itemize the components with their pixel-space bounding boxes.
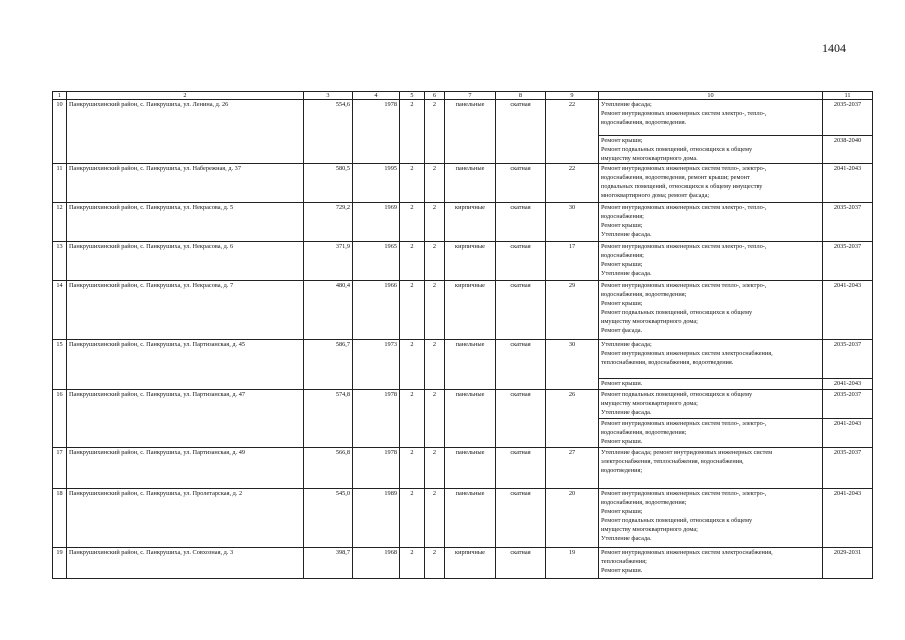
walls-cell: панельные bbox=[445, 340, 496, 390]
floors-cell: 2 bbox=[400, 340, 425, 390]
work-description: Ремонт внутридомовых инженерных систем тепло-, электро-, водоснабжения, водоотведения; Ремонт крыши; Ремонт подвальных помещений, относящихся к общему имуществу многоквартирного дома; Утепление фасада. bbox=[599, 489, 823, 548]
walls-cell: кирпичные bbox=[445, 281, 496, 340]
row-number: 10 bbox=[53, 100, 67, 164]
row-number: 18 bbox=[53, 489, 67, 548]
year-cell: 1978 bbox=[353, 448, 400, 489]
floors-cell: 2 bbox=[400, 100, 425, 164]
year-cell: 1966 bbox=[353, 281, 400, 340]
walls-cell: панельные bbox=[445, 448, 496, 489]
walls-cell: кирпичные bbox=[445, 548, 496, 579]
address-cell: Панкрушихинский район, с. Панкрушиха, ул. Некрасова, д. 6 bbox=[67, 242, 304, 281]
residents-cell: 27 bbox=[546, 448, 599, 489]
work-description: Ремонт внутридомовых инженерных систем тепло-, электро-, водоснабжения, водоотведения, ремонт крыши; ремонт подвальных помещений, относящихся к общему имуществу многоквартирного дома; ремонт фасада; bbox=[599, 164, 823, 203]
col-header: 3 bbox=[304, 92, 353, 100]
work-period: 2041-2043 bbox=[823, 281, 873, 340]
roof-cell: скатная bbox=[496, 489, 546, 548]
row-number: 14 bbox=[53, 281, 67, 340]
address-cell: Панкрушихинский район, с. Панкрушиха, ул. Партизанская, д. 49 bbox=[67, 448, 304, 489]
address-cell: Панкрушихинский район, с. Панкрушиха, ул. Пролетарская, д. 2 bbox=[67, 489, 304, 548]
floors-cell: 2 bbox=[400, 548, 425, 579]
header-row bbox=[53, 92, 873, 100]
row-number: 17 bbox=[53, 448, 67, 489]
table-row bbox=[53, 164, 873, 203]
work-description: Ремонт внутридомовых инженерных систем электро-, тепло-, водоснабжения; Ремонт крыши; Утепление фасада. bbox=[599, 242, 823, 281]
work-description: Ремонт внутридомовых инженерных систем тепло-, электро-, водоснабжения, водоотведения; Ремонт крыши; Ремонт подвальных помещений, относящихся к общему имуществу многоквартирного дома; Ремонт фасада. bbox=[599, 281, 823, 340]
entrances-cell: 2 bbox=[425, 203, 445, 242]
entrances-cell: 2 bbox=[425, 340, 445, 390]
table-row bbox=[53, 548, 873, 579]
work-description: Утепление фасада; Ремонт внутридомовых инженерных систем электро-, тепло-, водоснабжения, водоотведения. bbox=[599, 100, 823, 136]
roof-cell: скатная bbox=[496, 164, 546, 203]
walls-cell: панельные bbox=[445, 100, 496, 164]
address-cell: Панкрушихинский район, с. Панкрушиха, ул. Совхозная, д. 3 bbox=[67, 548, 304, 579]
col-header: 7 bbox=[445, 92, 496, 100]
year-cell: 1978 bbox=[353, 100, 400, 164]
roof-cell: скатная bbox=[496, 448, 546, 489]
residents-cell: 26 bbox=[546, 390, 599, 448]
area-cell: 545,0 bbox=[304, 489, 353, 548]
work-period: 2041-2043 bbox=[823, 489, 873, 548]
page-number: 1404 bbox=[822, 41, 846, 55]
floors-cell: 2 bbox=[400, 390, 425, 448]
residents-cell: 17 bbox=[546, 242, 599, 281]
roof-cell: скатная bbox=[496, 100, 546, 164]
work-period: 2035-2037 bbox=[823, 100, 873, 136]
address-cell: Панкрушихинский район, с. Панкрушиха, ул. Некрасова, д. 7 bbox=[67, 281, 304, 340]
year-cell: 1969 bbox=[353, 203, 400, 242]
col-header: 4 bbox=[353, 92, 400, 100]
table-row bbox=[53, 448, 873, 489]
area-cell: 566,8 bbox=[304, 448, 353, 489]
table-row bbox=[53, 100, 873, 136]
area-cell: 554,6 bbox=[304, 100, 353, 164]
row-number: 16 bbox=[53, 390, 67, 448]
year-cell: 1968 bbox=[353, 548, 400, 579]
row-number: 15 bbox=[53, 340, 67, 390]
walls-cell: кирпичные bbox=[445, 242, 496, 281]
row-number: 11 bbox=[53, 164, 67, 203]
table-row bbox=[53, 390, 873, 419]
residents-cell: 22 bbox=[546, 100, 599, 164]
table-row bbox=[53, 203, 873, 242]
work-description: Утепление фасада; ремонт внутридомовых инженерных систем электроснабжения, теплоснабжения, водоснабжения, водоотведения; bbox=[599, 448, 823, 489]
col-header: 8 bbox=[496, 92, 546, 100]
table-row bbox=[53, 340, 873, 379]
year-cell: 1973 bbox=[353, 340, 400, 390]
row-number: 19 bbox=[53, 548, 67, 579]
area-cell: 580,5 bbox=[304, 164, 353, 203]
roof-cell: скатная bbox=[496, 340, 546, 390]
address-cell: Панкрушихинский район, с. Панкрушиха, ул. Партизанская, д. 47 bbox=[67, 390, 304, 448]
entrances-cell: 2 bbox=[425, 448, 445, 489]
work-period: 2035-2037 bbox=[823, 448, 873, 489]
floors-cell: 2 bbox=[400, 448, 425, 489]
area-cell: 586,7 bbox=[304, 340, 353, 390]
address-cell: Панкрушихинский район, с. Панкрушиха, ул. Набережная, д. 37 bbox=[67, 164, 304, 203]
entrances-cell: 2 bbox=[425, 164, 445, 203]
work-period: 2029-2031 bbox=[823, 548, 873, 579]
work-period: 2035-2037 bbox=[823, 340, 873, 379]
floors-cell: 2 bbox=[400, 203, 425, 242]
work-description: Ремонт крыши. bbox=[599, 379, 823, 390]
residents-cell: 30 bbox=[546, 340, 599, 390]
roof-cell: скатная bbox=[496, 242, 546, 281]
work-period: 2041-2043 bbox=[823, 164, 873, 203]
col-header: 2 bbox=[67, 92, 304, 100]
work-description: Ремонт подвальных помещений, относящихся к общему имуществу многоквартирного дома; Утепление фасада. bbox=[599, 390, 823, 419]
work-period: 2041-2043 bbox=[823, 419, 873, 448]
row-number: 12 bbox=[53, 203, 67, 242]
walls-cell: панельные bbox=[445, 489, 496, 548]
entrances-cell: 2 bbox=[425, 281, 445, 340]
residents-cell: 20 bbox=[546, 489, 599, 548]
housing-register-table bbox=[52, 91, 873, 579]
entrances-cell: 2 bbox=[425, 548, 445, 579]
walls-cell: кирпичные bbox=[445, 203, 496, 242]
address-cell: Панкрушихинский район, с. Панкрушиха, ул. Партизанская, д. 45 bbox=[67, 340, 304, 390]
address-cell: Панкрушихинский район, с. Панкрушиха, ул. Некрасова, д. 5 bbox=[67, 203, 304, 242]
entrances-cell: 2 bbox=[425, 100, 445, 164]
area-cell: 480,4 bbox=[304, 281, 353, 340]
area-cell: 729,2 bbox=[304, 203, 353, 242]
walls-cell: панельные bbox=[445, 164, 496, 203]
year-cell: 1989 bbox=[353, 489, 400, 548]
table-row bbox=[53, 489, 873, 548]
residents-cell: 19 bbox=[546, 548, 599, 579]
area-cell: 371,9 bbox=[304, 242, 353, 281]
address-cell: Панкрушихинский район, с. Панкрушиха, ул. Ленина, д. 26 bbox=[67, 100, 304, 164]
roof-cell: скатная bbox=[496, 390, 546, 448]
floors-cell: 2 bbox=[400, 242, 425, 281]
col-header: 9 bbox=[546, 92, 599, 100]
work-period: 2035-2037 bbox=[823, 203, 873, 242]
area-cell: 574,8 bbox=[304, 390, 353, 448]
floors-cell: 2 bbox=[400, 281, 425, 340]
roof-cell: скатная bbox=[496, 548, 546, 579]
floors-cell: 2 bbox=[400, 489, 425, 548]
table-row bbox=[53, 281, 873, 340]
work-description: Ремонт крыши; Ремонт подвальных помещений, относящихся к общему имуществу многоквартирного дома. bbox=[599, 136, 823, 164]
floors-cell: 2 bbox=[400, 164, 425, 203]
year-cell: 1965 bbox=[353, 242, 400, 281]
work-period: 2041-2043 bbox=[823, 379, 873, 390]
entrances-cell: 2 bbox=[425, 242, 445, 281]
work-description: Ремонт внутридомовых инженерных систем электроснабжения, теплоснабжения; Ремонт крыши. bbox=[599, 548, 823, 579]
area-cell: 398,7 bbox=[304, 548, 353, 579]
residents-cell: 30 bbox=[546, 203, 599, 242]
year-cell: 1995 bbox=[353, 164, 400, 203]
col-header: 5 bbox=[400, 92, 425, 100]
roof-cell: скатная bbox=[496, 203, 546, 242]
col-header: 1 bbox=[53, 92, 67, 100]
col-header: 11 bbox=[823, 92, 873, 100]
work-period: 2035-2037 bbox=[823, 242, 873, 281]
row-number: 13 bbox=[53, 242, 67, 281]
work-period: 2038-2040 bbox=[823, 136, 873, 164]
col-header: 10 bbox=[599, 92, 823, 100]
work-period: 2035-2037 bbox=[823, 390, 873, 419]
work-description: Ремонт внутридомовых инженерных систем электро-, тепло-, водоснабжения; Ремонт крыши; Утепление фасада. bbox=[599, 203, 823, 242]
work-description: Утепление фасада; Ремонт внутридомовых инженерных систем электроснабжения, теплоснабжения, водоснабжения, водоотведения. bbox=[599, 340, 823, 379]
entrances-cell: 2 bbox=[425, 390, 445, 448]
work-description: Ремонт внутридомовых инженерных систем тепло-, электро-, водоснабжения, водоотведения; Ремонт крыши. bbox=[599, 419, 823, 448]
table-row bbox=[53, 242, 873, 281]
roof-cell: скатная bbox=[496, 281, 546, 340]
year-cell: 1978 bbox=[353, 390, 400, 448]
walls-cell: панельные bbox=[445, 390, 496, 448]
residents-cell: 29 bbox=[546, 281, 599, 340]
entrances-cell: 2 bbox=[425, 489, 445, 548]
col-header: 6 bbox=[425, 92, 445, 100]
residents-cell: 22 bbox=[546, 164, 599, 203]
